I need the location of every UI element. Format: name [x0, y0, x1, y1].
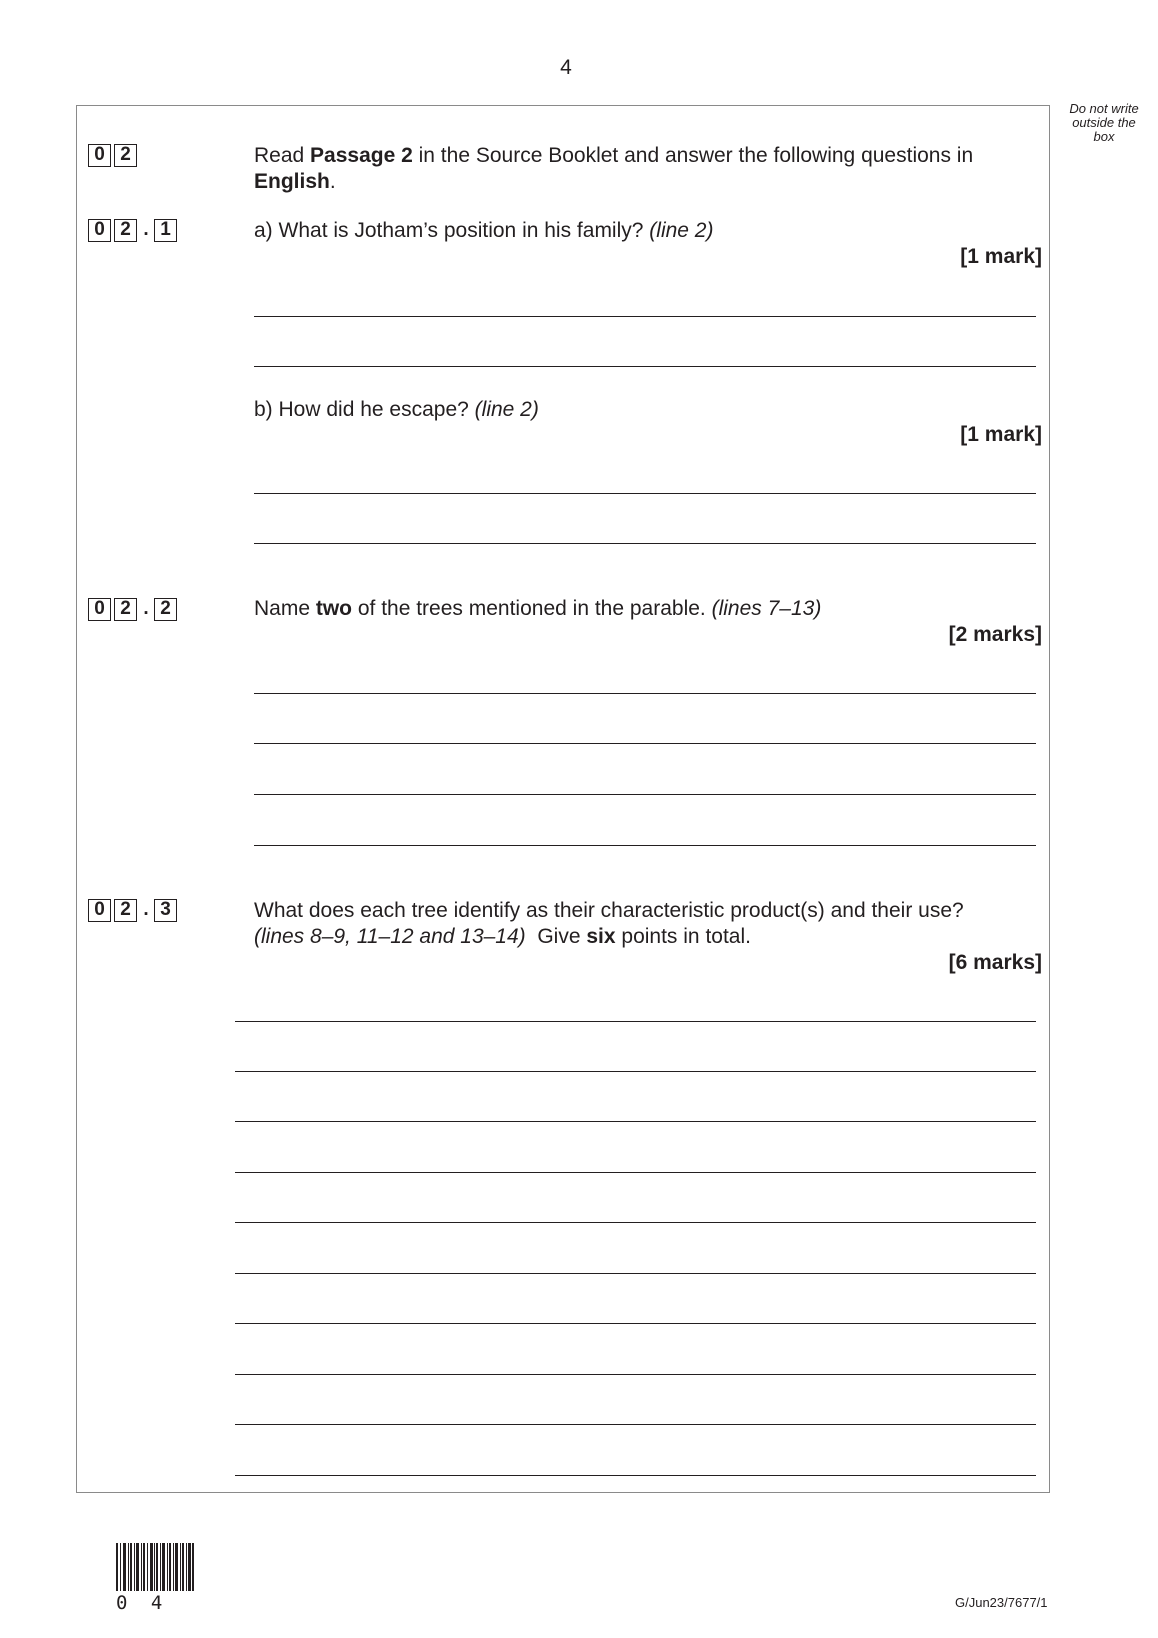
intro-passage: Passage 2: [310, 144, 413, 167]
answer-line[interactable]: [235, 1475, 1036, 1476]
intro-end: .: [329, 170, 336, 193]
answer-line[interactable]: [235, 1323, 1036, 1324]
intro-mid: in the Source Booklet and answer the following questions in: [412, 144, 974, 167]
intro-read: Read: [254, 144, 311, 167]
question-digit: 2: [114, 219, 137, 242]
answer-line[interactable]: [254, 316, 1036, 317]
question-pre: Name: [254, 597, 316, 620]
question-digit: 1: [154, 219, 177, 242]
answer-line[interactable]: [235, 1424, 1036, 1425]
question-digit: 2: [154, 598, 177, 621]
part-label: a): [254, 219, 279, 242]
margin-note: Do not write outside the box: [1069, 101, 1139, 144]
question-dot: .: [143, 598, 149, 619]
answer-frame: [76, 105, 1050, 1493]
answer-line[interactable]: [235, 1172, 1036, 1173]
question-02-2-text: [254, 596, 1044, 622]
question-dot: .: [143, 899, 149, 920]
answer-line[interactable]: [254, 693, 1036, 694]
part-question: What is Jotham’s position in his family?: [278, 219, 650, 242]
question-number-02-3: [88, 898, 180, 922]
answer-line[interactable]: [254, 845, 1036, 846]
marks-label: [2 marks]: [948, 623, 1042, 646]
answer-line[interactable]: [235, 1121, 1036, 1122]
question-digit: 2: [114, 899, 137, 922]
answer-line[interactable]: [254, 543, 1036, 544]
question-post: of the trees mentioned in the parable.: [352, 597, 712, 620]
question-02-1-b-text: [254, 397, 1044, 423]
question-digit: 0: [88, 219, 111, 242]
question-bold: six: [586, 925, 616, 948]
page-number: 4: [560, 56, 572, 79]
answer-line[interactable]: [235, 1374, 1036, 1375]
line-reference: (lines 8–9, 11–12 and 13–14): [254, 925, 526, 948]
question-number-02-1: [88, 218, 180, 242]
question-number-02-2: [88, 597, 180, 621]
answer-line[interactable]: [235, 1021, 1036, 1022]
line-reference: (line 2): [474, 398, 539, 421]
question-line-1: What does each tree identify as their characteristic product(s) and their use?: [254, 899, 964, 922]
answer-line[interactable]: [254, 366, 1036, 367]
question-give: Give: [525, 925, 587, 948]
question-bold: two: [315, 597, 353, 620]
marks-label: [1 mark]: [960, 423, 1042, 446]
question-dot: .: [143, 219, 149, 240]
footer-code: G/Jun23/7677/1: [955, 1595, 1048, 1610]
marks-label: [1 mark]: [960, 245, 1042, 268]
line-reference: (lines 7–13): [711, 597, 822, 620]
barcode-icon: [116, 1543, 194, 1591]
question-digit: 0: [88, 899, 111, 922]
marks-label: [6 marks]: [948, 951, 1042, 974]
question-02-3-text: [254, 898, 1044, 950]
answer-line[interactable]: [254, 743, 1036, 744]
question-digit: 0: [88, 144, 111, 167]
line-reference: (line 2): [649, 219, 714, 242]
answer-line[interactable]: [235, 1071, 1036, 1072]
part-question: How did he escape?: [278, 398, 475, 421]
question-02-intro: [254, 143, 1044, 195]
question-digit: 2: [114, 144, 137, 167]
barcode-number: 0 4: [116, 1592, 169, 1614]
answer-line[interactable]: [235, 1273, 1036, 1274]
answer-line[interactable]: [254, 493, 1036, 494]
part-label: b): [254, 398, 279, 421]
question-digit: 2: [114, 598, 137, 621]
question-digit: 0: [88, 598, 111, 621]
intro-lang: English: [254, 170, 330, 193]
question-post: points in total.: [615, 925, 751, 948]
answer-line[interactable]: [254, 794, 1036, 795]
question-number-02: [88, 143, 140, 167]
question-digit: 3: [154, 899, 177, 922]
question-02-1-a-text: [254, 218, 1044, 244]
answer-line[interactable]: [235, 1222, 1036, 1223]
